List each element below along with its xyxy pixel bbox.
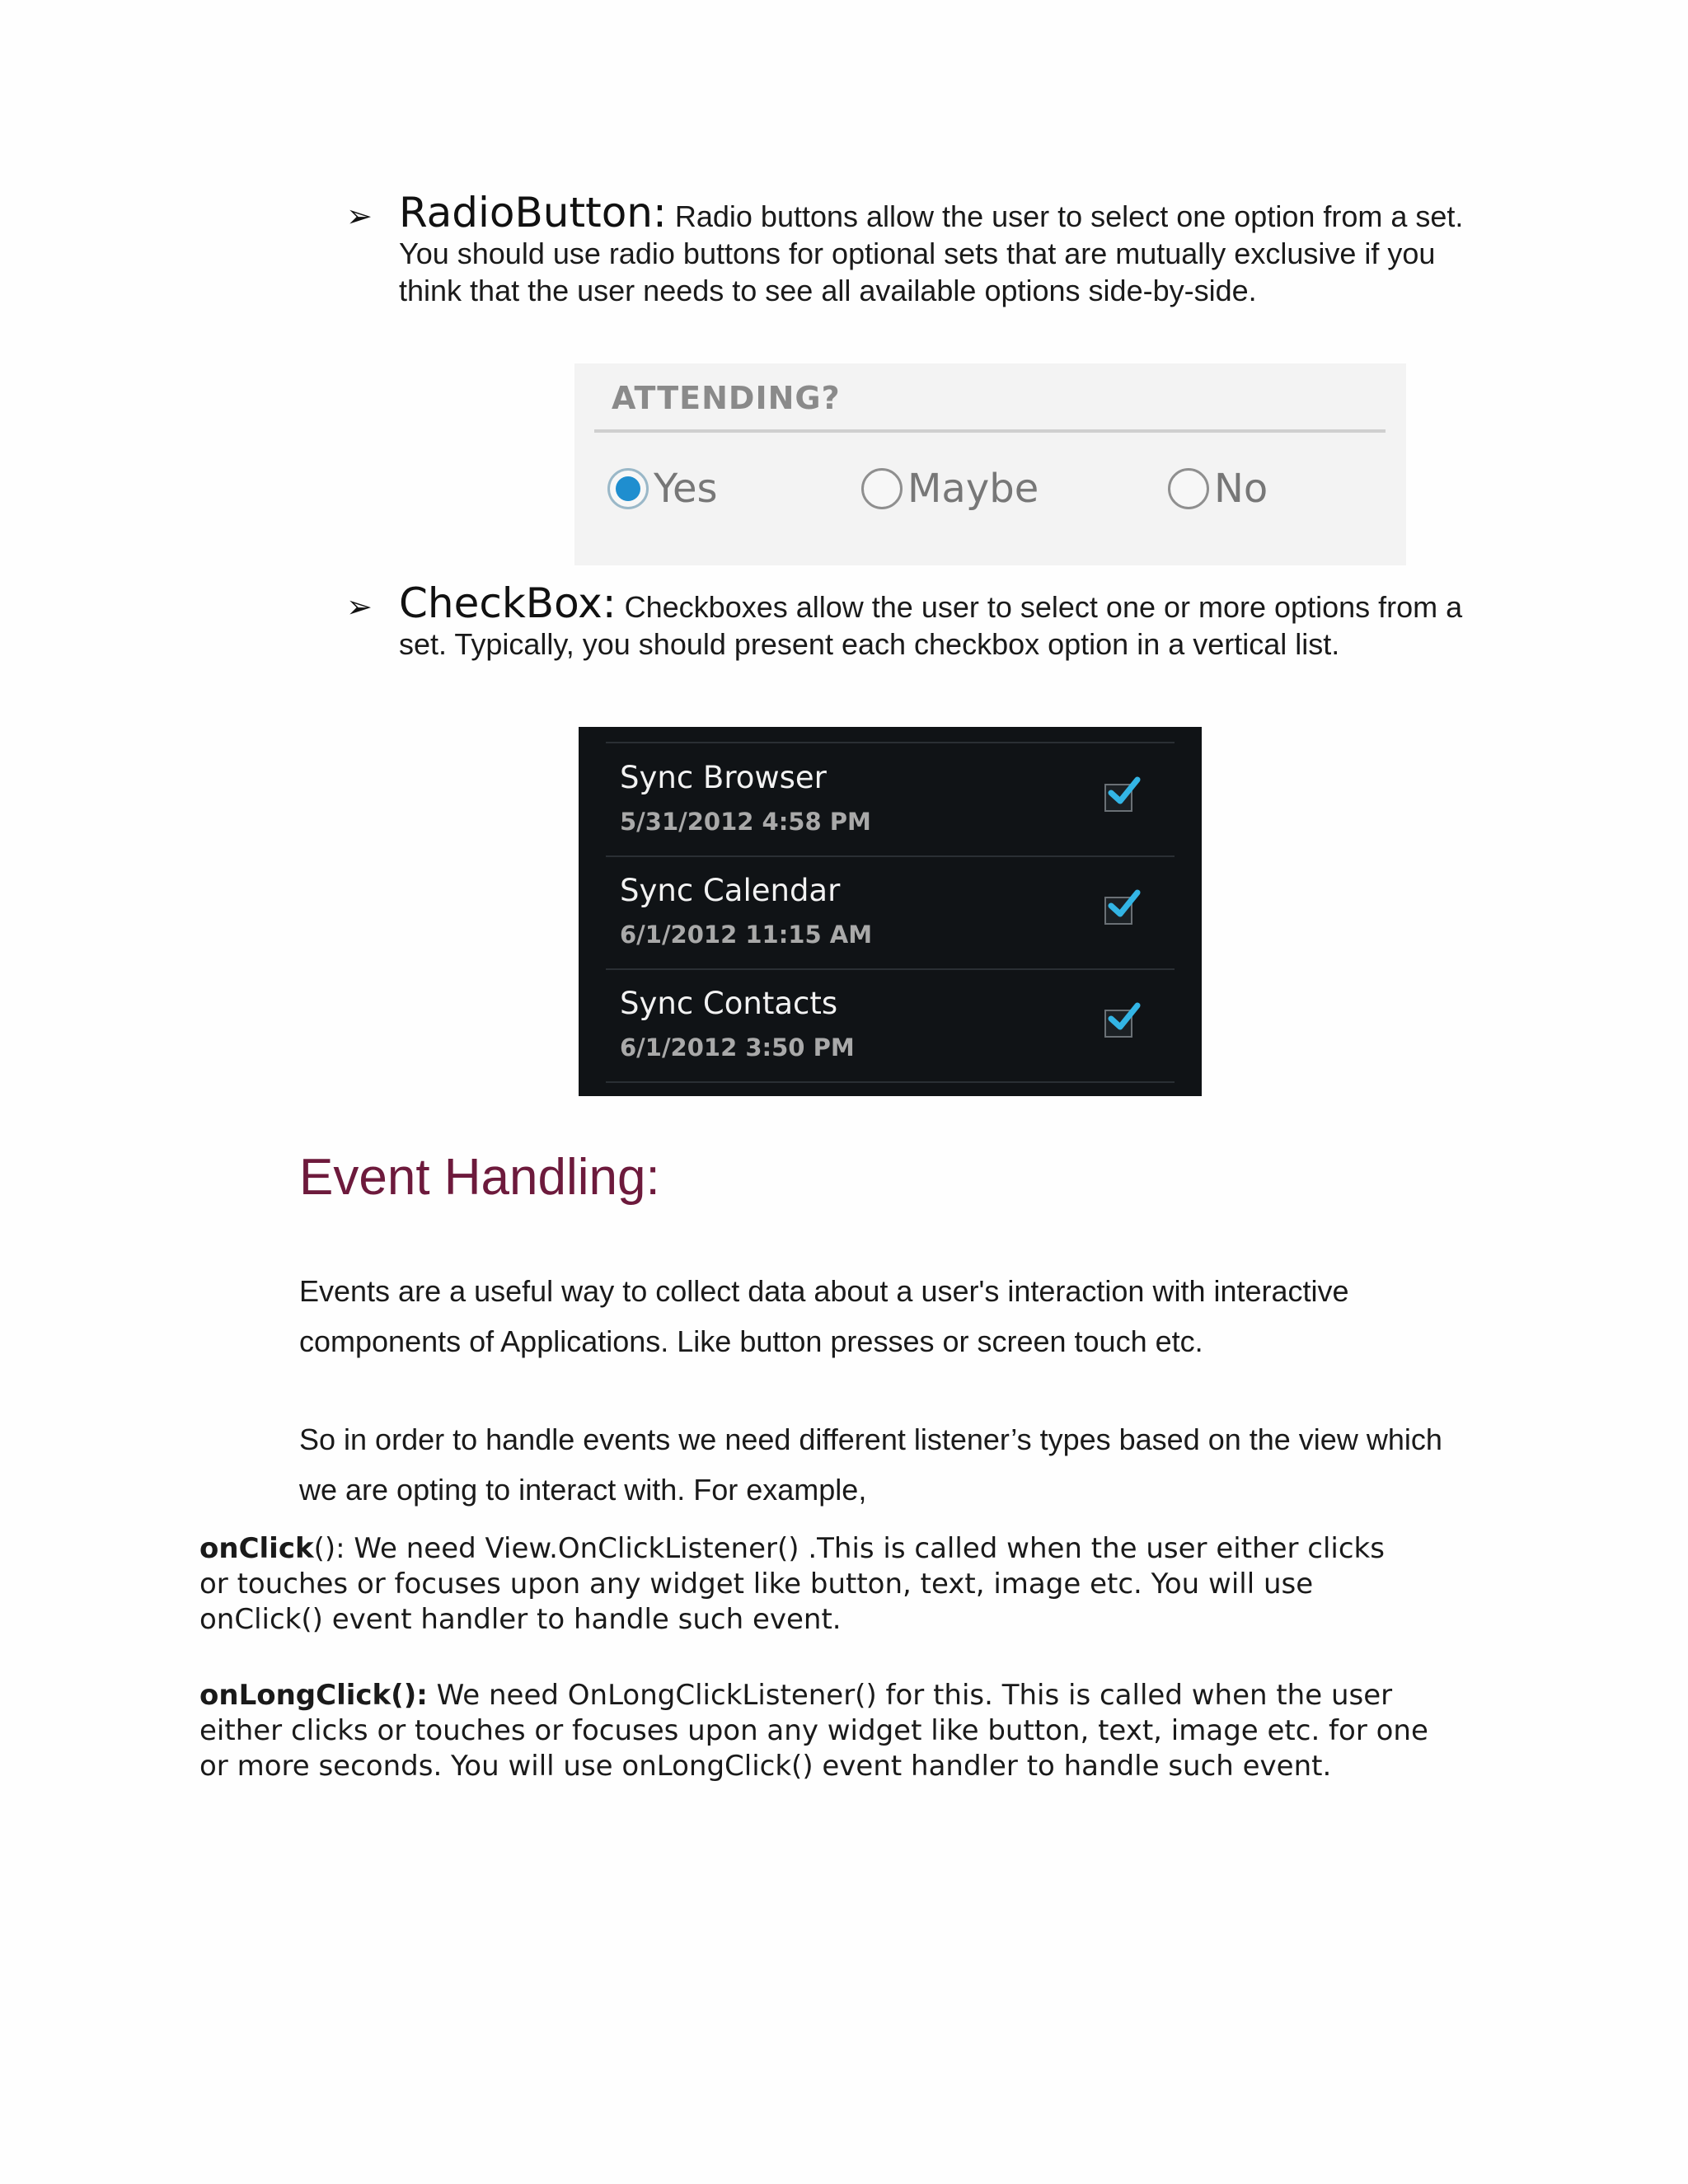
radio-button-text: Radio buttons allow the user to select one option from a set. You should use radio buttons for optional sets that are mutually exclusive if you think that the user needs to see all available options side-by-side. [399, 199, 1464, 307]
onclick-definition [199, 1531, 1510, 1638]
radio-heading-divider [594, 429, 1386, 433]
radio-button-term: RadioButton: [399, 189, 667, 237]
text-line: Events are a useful way to collect data about a user's interaction with interactive [299, 1274, 1349, 1308]
checkmark-icon [1106, 1001, 1142, 1033]
checkbox-figure [579, 727, 1202, 1096]
list-item-date: 5/31/2012 4:58 PM [620, 808, 871, 836]
list-item-title: Sync Calendar [620, 873, 841, 908]
radio-option-yes[interactable] [607, 465, 717, 513]
checkbox-description [399, 579, 1495, 663]
text-line: So in order to handle events we need different listener’s types based on the view which [299, 1422, 1442, 1456]
text-line [199, 1531, 1510, 1567]
bullet-arrow-icon: ➢ [346, 588, 373, 625]
bullet-arrow-icon: ➢ [346, 198, 373, 234]
list-item-title: Sync Browser [620, 760, 827, 795]
radio-option-label: Maybe [907, 466, 1039, 512]
text-line: or touches or focuses upon any widget like button, text, image etc. You will use [199, 1568, 1314, 1601]
radio-option-label: No [1214, 466, 1268, 512]
radio-button-figure [574, 363, 1406, 565]
onclick-term: onClick [199, 1532, 314, 1565]
onclick-text: (): We need View.OnClickListener() .This is called when the user either clicks [313, 1532, 1385, 1565]
checkbox-list-item[interactable] [579, 856, 1202, 969]
section-title: Event Handling: [299, 1149, 660, 1206]
listeners-paragraph [299, 1414, 1503, 1515]
onlongclick-term: onLongClick(): [199, 1679, 428, 1712]
radio-option-label: Yes [654, 466, 718, 512]
text-line: we are opting to interact with. For example, [299, 1473, 867, 1507]
list-item-date: 6/1/2012 11:15 AM [620, 921, 873, 949]
text-line [199, 1678, 1510, 1713]
checkbox-text: Checkboxes allow the user to select one or more options from a set. Typically, you should present each checkbox option in a vertical list. [399, 590, 1463, 661]
text-line: onClick() event handler to handle such event. [199, 1603, 842, 1636]
radio-option-no[interactable] [1168, 465, 1268, 513]
radio-unselected-icon[interactable] [1168, 468, 1209, 509]
onlongclick-definition [199, 1678, 1510, 1784]
text-line: components of Applications. Like button presses or screen touch etc. [299, 1324, 1203, 1358]
list-divider [606, 1081, 1175, 1083]
radio-group-heading: ATTENDING? [612, 380, 841, 416]
checkbox-list-item[interactable] [579, 743, 1202, 856]
text-line: either clicks or touches or focuses upon any widget like button, text, image etc. for one [199, 1714, 1428, 1747]
text-line: or more seconds. You will use onLongClick() event handler to handle such event. [199, 1750, 1332, 1783]
checkmark-icon [1106, 888, 1142, 921]
radio-button-description [399, 189, 1495, 309]
list-item-date: 6/1/2012 3:50 PM [620, 1033, 855, 1062]
onlongclick-text: We need OnLongClickListener() for this. This is called when the user [427, 1679, 1393, 1712]
radio-option-maybe[interactable] [861, 465, 1039, 513]
list-item-title: Sync Contacts [620, 986, 838, 1021]
checkbox-term: CheckBox: [399, 579, 617, 627]
checkbox-list-item[interactable] [579, 969, 1202, 1082]
events-paragraph [299, 1266, 1503, 1366]
checkmark-icon [1106, 775, 1142, 808]
radio-selected-icon[interactable] [607, 468, 649, 509]
radio-unselected-icon[interactable] [861, 468, 903, 509]
